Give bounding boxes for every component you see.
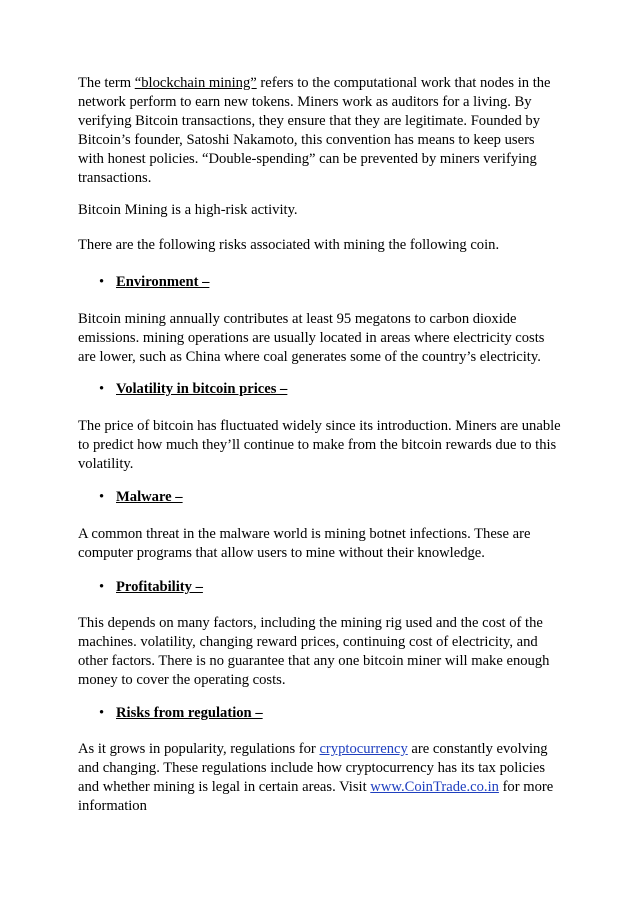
risk-statement: Bitcoin Mining is a high-risk activity. xyxy=(78,202,298,218)
intro-text-start: The term xyxy=(78,75,135,91)
body-regulation xyxy=(78,740,563,816)
body-malware: A common threat in the malware world is mining botnet infections. These are computer programs that allow users to mine without their knowledge. xyxy=(78,526,531,561)
bullet-icon: • xyxy=(99,274,105,290)
heading-malware: Malware – xyxy=(116,489,183,505)
bullet-icon: • xyxy=(99,381,105,397)
cryptocurrency-link[interactable]: cryptocurrency xyxy=(319,741,408,757)
body-environment: Bitcoin mining annually contributes at least 95 megatons to carbon dioxide emissions. mining operations are usually located in areas where electricity costs are lower, such as China where coal generates some of the country’s electricity. xyxy=(78,311,545,365)
heading-profitability: Profitability – xyxy=(116,579,203,595)
regulation-text-middle: are constantly evolving and changing. These regulations include how cryptocurrency has its tax policies and whether mining is legal in certain areas. Visit xyxy=(78,741,548,795)
bullet-icon: • xyxy=(99,705,105,721)
blockchain-mining-term: “blockchain mining” xyxy=(134,75,257,91)
heading-environment: Environment – xyxy=(116,274,210,290)
regulation-text-start: As it grows in popularity, regulations for xyxy=(78,741,320,757)
intro-text-rest: refers to the computational work that nodes in the network perform to earn new tokens. Miners work as auditors for a living. By verifying Bitcoin transactions, they ensure that they are legitimate. Founded by Bitcoin’s founder, Satoshi Nakamoto, this convention has means to keep users with honest policies. “Double-spending” can be prevented by miners verifying transactions. xyxy=(78,75,551,186)
bullet-icon: • xyxy=(99,489,105,505)
bullet-icon: • xyxy=(99,579,105,595)
heading-regulation: Risks from regulation – xyxy=(116,705,263,721)
body-profitability: This depends on many factors, including the mining rig used and the cost of the machines. volatility, changing reward prices, continuing cost of electricity, and other factors. There is no guarantee that any one bitcoin miner will make enough money to cover the operating costs. xyxy=(78,615,550,688)
intro-paragraph xyxy=(78,74,563,188)
regulation-text-end: for more information xyxy=(78,779,554,814)
risks-intro: There are the following risks associated with mining the following coin. xyxy=(78,237,500,253)
body-volatility: The price of bitcoin has fluctuated widely since its introduction. Miners are unable to predict how much they’ll continue to make from the bitcoin rewards due to this volatility. xyxy=(78,418,561,472)
cointrade-link[interactable]: www.CoinTrade.co.in xyxy=(370,779,499,795)
heading-volatility: Volatility in bitcoin prices – xyxy=(116,381,288,397)
